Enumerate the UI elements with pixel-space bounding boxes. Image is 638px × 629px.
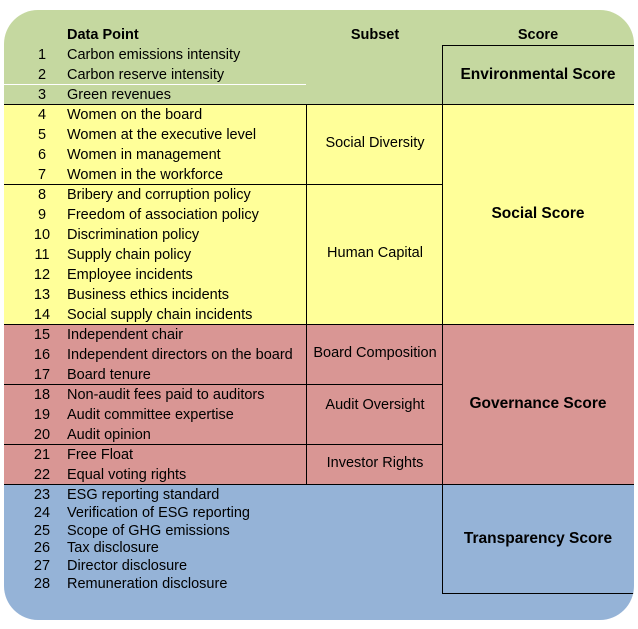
row-label: Equal voting rights xyxy=(67,467,187,483)
row-label: Women on the board xyxy=(67,107,203,123)
row-number: 6 xyxy=(37,147,47,163)
header-score: Score xyxy=(517,27,559,43)
row-label: Director disclosure xyxy=(67,558,188,575)
score-social: Social Score xyxy=(491,205,585,222)
row-number: 5 xyxy=(37,127,47,143)
score-footer-rule xyxy=(442,593,634,594)
row-label: Women in the workforce xyxy=(67,167,224,183)
score-column-divider xyxy=(442,45,443,593)
subset-investor-rights: Investor Rights xyxy=(326,455,424,471)
header-subset: Subset xyxy=(350,27,400,43)
row-number: 17 xyxy=(33,367,51,383)
row-label: Carbon reserve intensity xyxy=(67,67,225,83)
row-label: Board tenure xyxy=(67,367,151,383)
subset-audit-oversight: Audit Oversight xyxy=(325,397,425,413)
score-governance: Governance Score xyxy=(469,395,607,412)
row-label: Verification of ESG reporting xyxy=(67,504,250,521)
row-label: Audit opinion xyxy=(67,427,151,443)
row-number: 24 xyxy=(33,504,51,521)
row-number: 4 xyxy=(37,107,47,123)
row-number: 10 xyxy=(33,227,51,243)
row-number: 2 xyxy=(37,67,47,83)
header-data-point: Data Point xyxy=(67,27,139,43)
row-label: Scope of GHG emissions xyxy=(67,522,230,539)
score-environmental: Environmental Score xyxy=(460,66,616,83)
row-number: 25 xyxy=(33,522,51,539)
row-label: ESG reporting standard xyxy=(67,487,220,503)
row-label: Freedom of association policy xyxy=(67,207,259,223)
score-header-rule xyxy=(442,45,634,46)
row-number: 19 xyxy=(33,407,51,423)
row-number: 18 xyxy=(33,387,51,403)
row-number: 1 xyxy=(37,47,47,63)
row-label: Employee incidents xyxy=(67,267,193,283)
row-label: Social supply chain incidents xyxy=(67,307,253,323)
row-label: Discrimination policy xyxy=(67,227,200,243)
subset-social-diversity: Social Diversity xyxy=(325,135,425,151)
row-number: 12 xyxy=(33,267,51,283)
subset-column-divider xyxy=(306,104,307,484)
row-number: 21 xyxy=(33,447,51,463)
row-label: Remuneration disclosure xyxy=(67,576,228,592)
esg-score-table xyxy=(4,10,634,620)
row-label: Women at the executive level xyxy=(67,127,257,143)
row-number: 3 xyxy=(37,87,47,103)
row-label: Independent directors on the board xyxy=(67,347,293,363)
row-number: 8 xyxy=(37,187,47,203)
row-number: 15 xyxy=(33,327,51,343)
row-number: 14 xyxy=(33,307,51,323)
row-number: 13 xyxy=(33,287,51,303)
row-label: Bribery and corruption policy xyxy=(67,187,251,203)
subset-board-composition: Board Composition xyxy=(313,345,437,361)
row-number: 26 xyxy=(33,540,51,557)
row-number: 22 xyxy=(33,467,51,483)
row-number: 16 xyxy=(33,347,51,363)
row-label: Non-audit fees paid to auditors xyxy=(67,387,265,403)
row-label: Supply chain policy xyxy=(67,247,192,263)
row-label: Free Float xyxy=(67,447,134,463)
row-number: 9 xyxy=(37,207,47,223)
subset-human-capital: Human Capital xyxy=(327,245,423,261)
row-number: 27 xyxy=(33,558,51,575)
row-label: Women in management xyxy=(67,147,221,163)
row-number: 28 xyxy=(33,576,51,592)
score-transparency: Transparency Score xyxy=(463,530,613,547)
row-label: Carbon emissions intensity xyxy=(67,47,241,63)
row-label: Audit committee expertise xyxy=(67,407,234,423)
row-label: Business ethics incidents xyxy=(67,287,229,303)
row-number: 7 xyxy=(37,167,47,183)
row-number: 11 xyxy=(34,247,50,263)
row-number: 23 xyxy=(33,487,51,503)
row-label: Independent chair xyxy=(67,327,184,343)
row-label: Tax disclosure xyxy=(67,540,159,557)
row-number: 20 xyxy=(33,427,51,443)
row-label: Green revenues xyxy=(67,87,171,103)
